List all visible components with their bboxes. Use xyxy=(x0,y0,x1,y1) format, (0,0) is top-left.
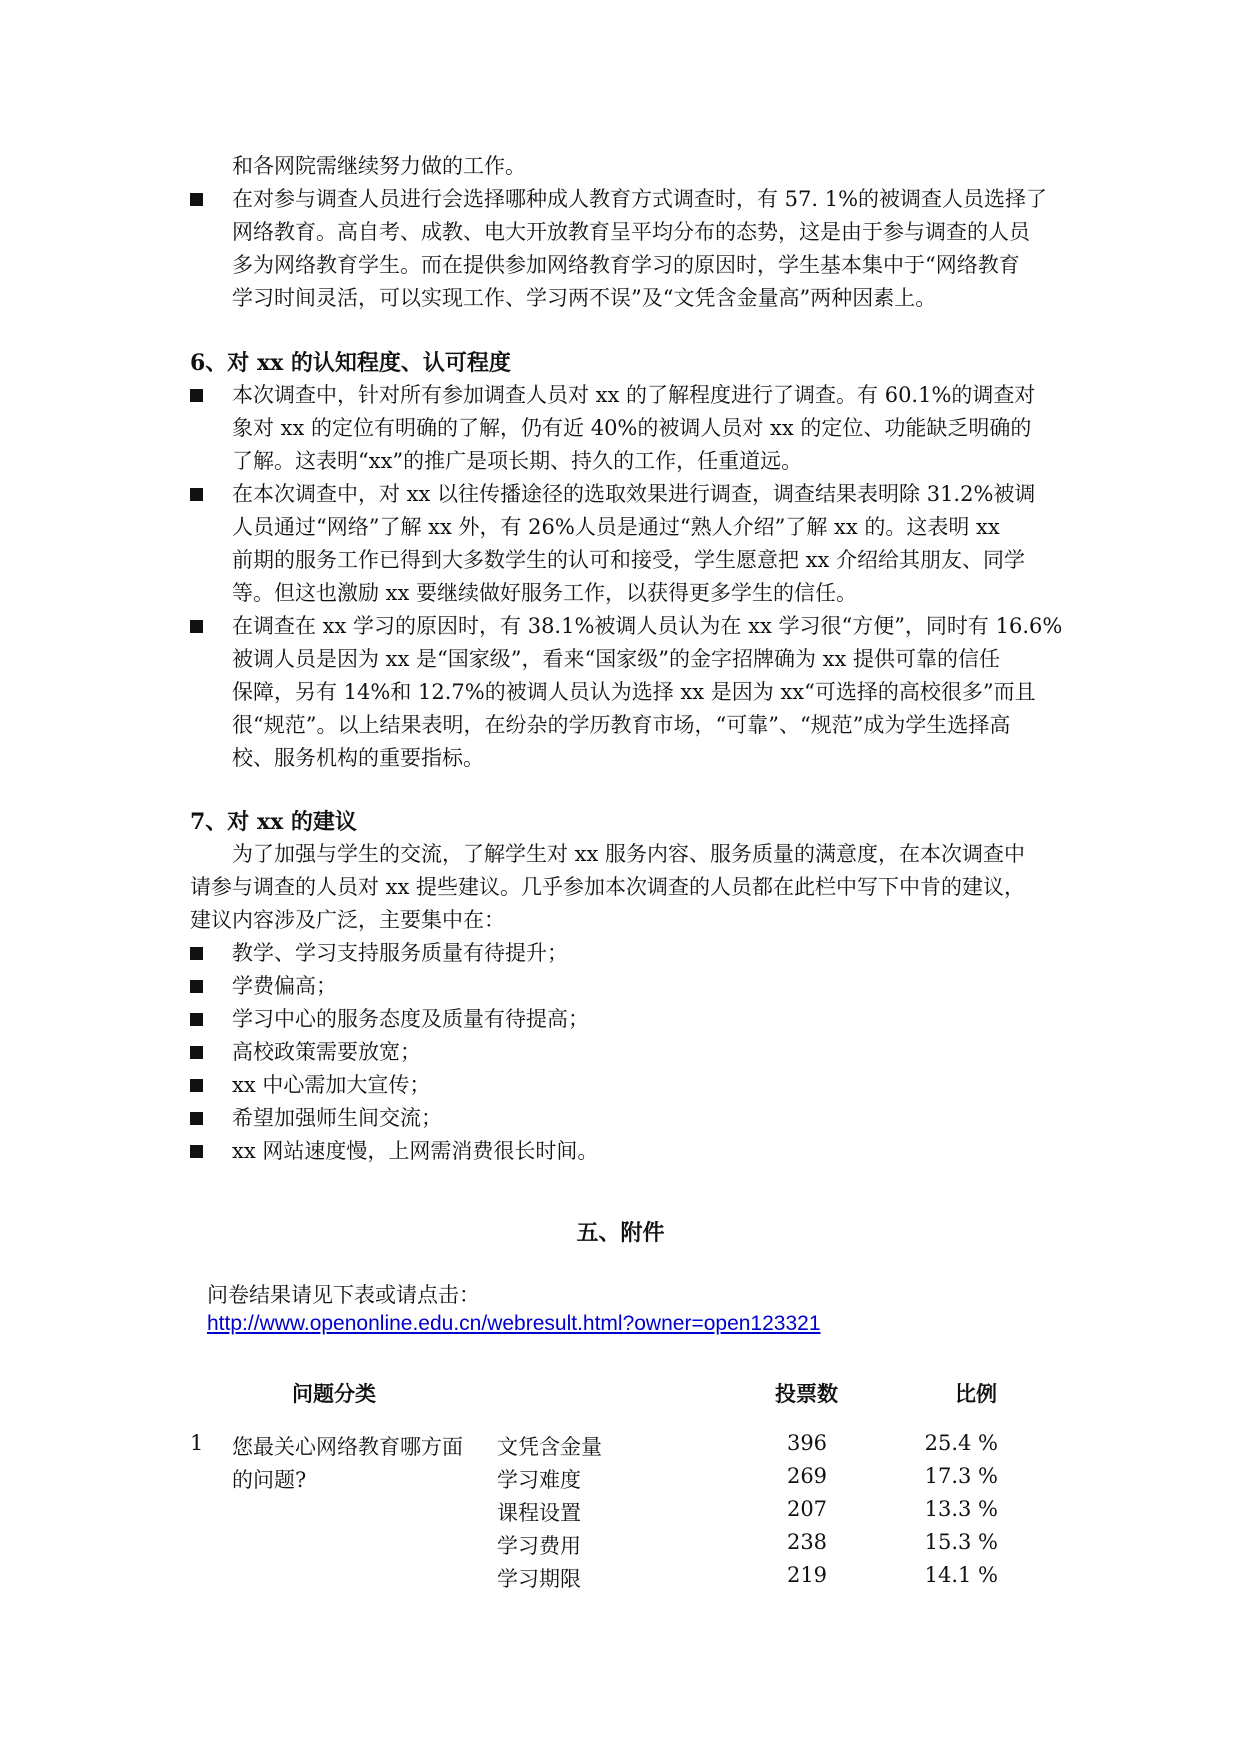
appendix-intro: 问卷结果请见下表或请点击： xyxy=(207,1283,480,1307)
bullet-square-icon xyxy=(190,1013,203,1026)
text-line: 校、服务机构的重要指标。 xyxy=(232,746,484,770)
bullet-square-icon xyxy=(190,389,203,402)
option-ratio: 17.3 % xyxy=(924,1464,998,1488)
bullet-square-icon xyxy=(190,1145,203,1158)
table-header-category: 问题分类 xyxy=(292,1381,376,1406)
list-item: 高校政策需要放宽； xyxy=(232,1040,421,1064)
text-line: 等。但这也激励 xx 要继续做好服务工作，以获得更多学生的信任。 xyxy=(232,581,858,605)
option-label: 学习难度 xyxy=(497,1468,581,1492)
bullet-square-icon xyxy=(190,1046,203,1059)
option-votes: 396 xyxy=(786,1431,828,1455)
option-votes: 269 xyxy=(786,1464,828,1488)
table-header-ratio: 比例 xyxy=(955,1381,997,1406)
option-ratio: 13.3 % xyxy=(924,1497,998,1521)
bullet-square-icon xyxy=(190,620,203,633)
list-item: xx 网站速度慢，上网需消费很长时间。 xyxy=(232,1139,599,1163)
text-line: 学习时间灵活，可以实现工作、学习两不误”及“文凭含金量高”两种因素上。 xyxy=(232,286,937,310)
option-votes: 238 xyxy=(786,1530,828,1554)
text-line: 为了加强与学生的交流，了解学生对 xx 服务内容、服务质量的满意度，在本次调查中 xyxy=(232,842,1026,866)
section-heading: 7、对 xx 的建议 xyxy=(190,809,357,835)
text-line: 被调人员是因为 xx 是“国家级”，看来“国家级”的金字招牌确为 xx 提供可靠的信任 xyxy=(232,647,1001,671)
list-item: 学习中心的服务态度及质量有待提高； xyxy=(232,1007,589,1031)
question-text: 您最关心网络教育哪方面 xyxy=(232,1435,463,1459)
bullet-square-icon xyxy=(190,1112,203,1125)
list-item: xx 中心需加大宣传； xyxy=(232,1073,431,1097)
table-header-votes: 投票数 xyxy=(775,1381,838,1406)
list-item: 教学、学习支持服务质量有待提升； xyxy=(232,941,568,965)
text-line: 保障，另有 14%和 12.7%的被调人员认为选择 xx 是因为 xx“可选择的高校很多”而且 xyxy=(232,680,1036,704)
text-line: 人员通过“网络”了解 xx 外，有 26%人员是通过“熟人介绍”了解 xx 的。这表明 xx xyxy=(232,515,1000,539)
bullet-square-icon xyxy=(190,947,203,960)
text-line: 象对 xx 的定位有明确的了解，仍有近 40%的被调人员对 xx 的定位、功能缺乏明确的 xyxy=(232,416,1032,440)
option-ratio: 25.4 % xyxy=(924,1431,998,1455)
text-line: 在对参与调查人员进行会选择哪种成人教育方式调查时，有 57. 1%的被调查人员选择了 xyxy=(232,187,1048,211)
text-line: 网络教育。高自考、成教、电大开放教育呈平均分布的态势，这是由于参与调查的人员 xyxy=(232,220,1030,244)
option-label: 文凭含金量 xyxy=(497,1435,602,1459)
list-item: 希望加强师生间交流； xyxy=(232,1106,442,1130)
text-line: 建议内容涉及广泛，主要集中在： xyxy=(190,908,505,932)
bullet-square-icon xyxy=(190,980,203,993)
section-heading: 6、对 xx 的认知程度、认可程度 xyxy=(190,350,511,376)
option-label: 课程设置 xyxy=(497,1501,581,1525)
text-line: 很“规范”。以上结果表明，在纷杂的学历教育市场，“可靠”、“规范”成为学生选择高 xyxy=(232,713,1011,737)
option-votes: 207 xyxy=(786,1497,828,1521)
text-line: 请参与调查的人员对 xx 提些建议。几乎参加本次调查的人员都在此栏中写下中肯的建议， xyxy=(190,875,1026,899)
option-label: 学习费用 xyxy=(497,1534,581,1558)
option-ratio: 14.1 % xyxy=(924,1563,998,1587)
question-text: 的问题? xyxy=(232,1468,307,1492)
text-line: 多为网络教育学生。而在提供参加网络教育学习的原因时，学生基本集中于“网络教育 xyxy=(232,253,1020,277)
appendix-heading: 五、附件 xyxy=(576,1220,665,1246)
bullet-square-icon xyxy=(190,1079,203,1092)
bullet-square-icon xyxy=(190,488,203,501)
option-votes: 219 xyxy=(786,1563,828,1587)
text-line: 和各网院需继续努力做的工作。 xyxy=(232,154,526,178)
text-line: 了解。这表明“xx”的推广是项长期、持久的工作，任重道远。 xyxy=(232,449,803,473)
results-link[interactable]: http://www.openonline.edu.cn/webresult.html?owner=open123321 xyxy=(207,1312,821,1335)
option-ratio: 15.3 % xyxy=(924,1530,998,1554)
question-number: 1 xyxy=(190,1431,204,1455)
list-item: 学费偏高； xyxy=(232,974,337,998)
text-line: 本次调查中，针对所有参加调查人员对 xx 的了解程度进行了调查。有 60.1%的调查对 xyxy=(232,383,1036,407)
text-line: 在本次调查中，对 xx 以往传播途径的选取效果进行调查，调查结果表明除 31.2%被调 xyxy=(232,482,1036,506)
bullet-square-icon xyxy=(190,193,203,206)
text-line: 前期的服务工作已得到大多数学生的认可和接受，学生愿意把 xx 介绍给其朋友、同学 xyxy=(232,548,1026,572)
text-line: 在调查在 xx 学习的原因时，有 38.1%被调人员认为在 xx 学习很“方便”，同时有 16.6% xyxy=(232,614,1063,638)
option-label: 学习期限 xyxy=(497,1567,581,1591)
